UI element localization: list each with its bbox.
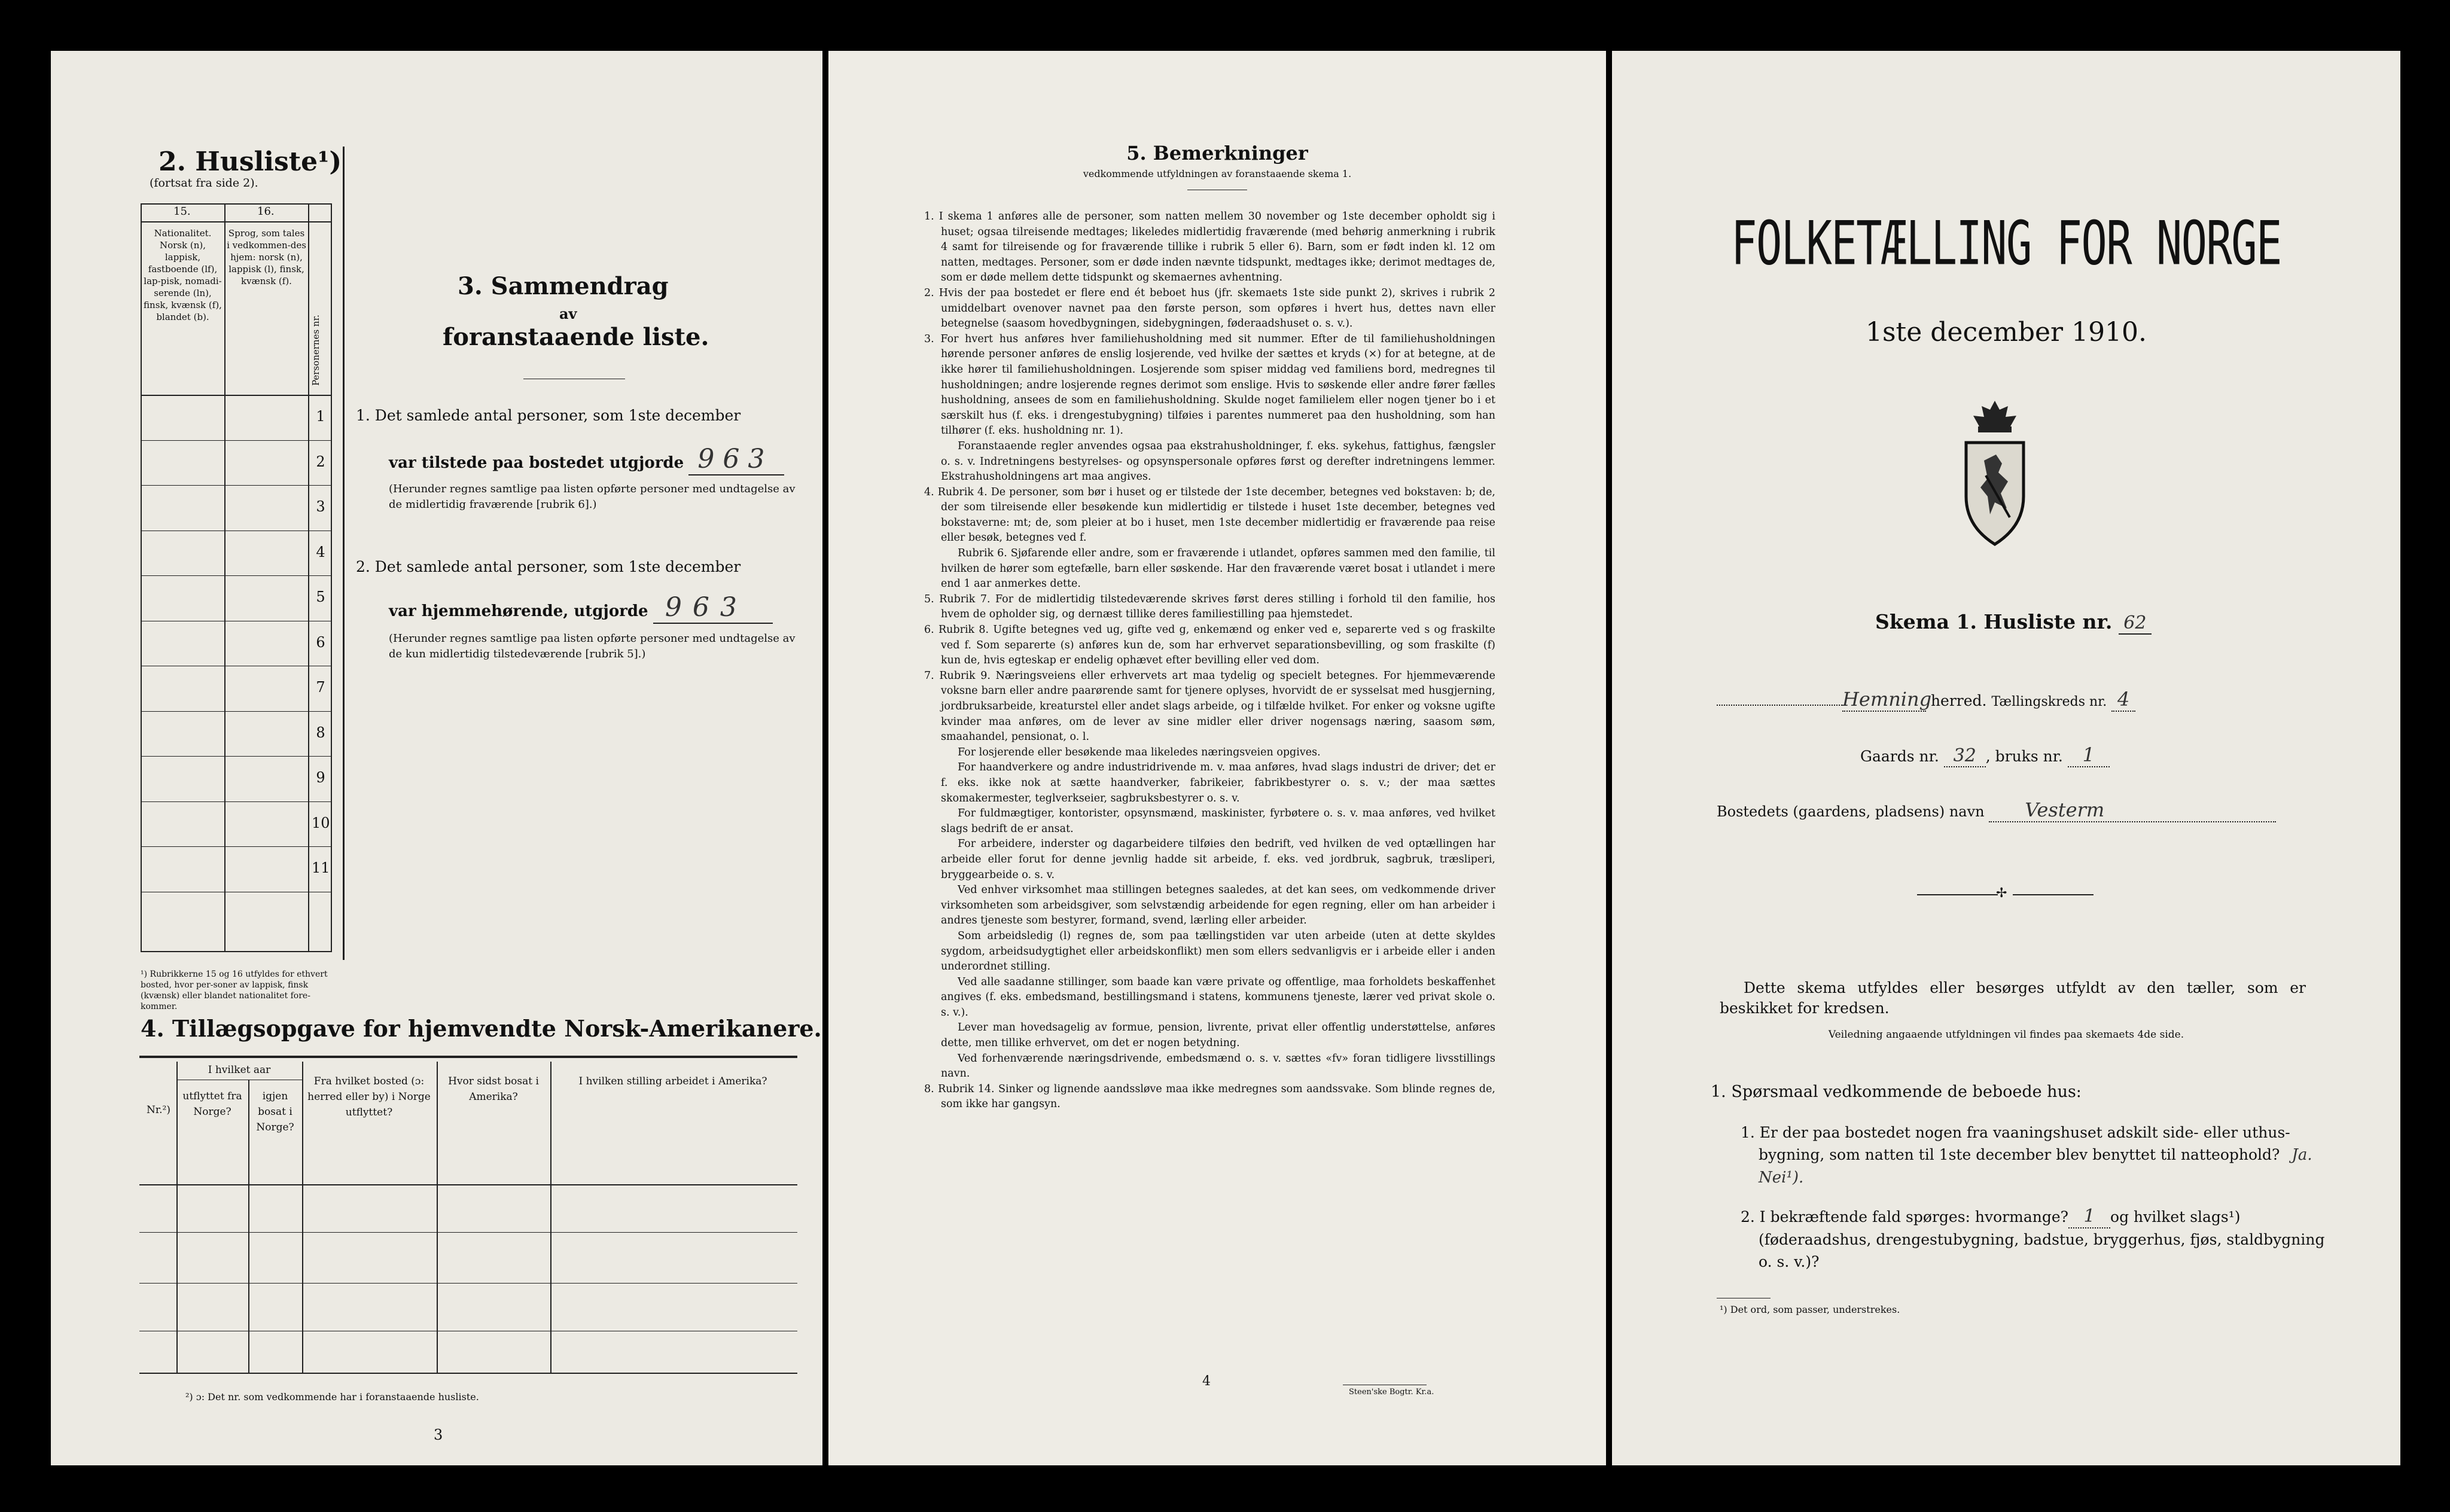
item2-label-wrap bbox=[389, 592, 773, 624]
kreds-label: Tællingskreds nr. bbox=[1991, 694, 2107, 709]
gaards-label: Gaards nr. bbox=[1860, 748, 1939, 765]
remark-paragraph: 6. Rubrik 8. Ugifte betegnes ved ug, gifte ved g, enkemænd og enker ved e, separerte ved s og fraskilte ved f. Som separerte (s) anføres kun de, som har erhvervet separationsbevilling, og som fraskilte (f) kun de, hvis egteskap er endelig ophævet efter bevilling eller ved dom. bbox=[924, 624, 1495, 667]
ornament-icon: ✢ bbox=[1996, 886, 2007, 901]
skema-line bbox=[1875, 610, 2152, 635]
question-heading: 1. Spørsmaal vedkommende de beboede hus: bbox=[1711, 1083, 2082, 1101]
remark-paragraph: Lever man hovedsagelig av formue, pension, livrente, privat eller offentlig understøttelse, anføres dette, men tillike erhvervet, om det er nogen betydning. bbox=[941, 1022, 1495, 1050]
remark-paragraph: 3. For hvert hus anføres hver familiehusholdning med sit nummer. Efter de til familiehusholdningen hørende personer anføres de enslig losjerende, ved hvilke der sættes et kryds (×) for at betegne, at de ikke hører til familiehusholdningen. Losjerende som spiser middag ved familiens bord, medregnes til husholdningen; andre losjerende regnes derimot som enslige. Hvis to søskende eller andre fører fælles husholdning, ansees de som en familiehusholdning. Skulde noget familielem eller nogen tjener bo i et særskilt hus (f. eks. i drengestubygning) tilføies i parentes nummeret paa den husholdning, som han tilhører (f. eks. husholdning nr. 1). bbox=[924, 333, 1495, 437]
tillaeg-col-stilling: I hvilken stilling arbeidet i Amerika? bbox=[578, 1075, 767, 1087]
tillaeg-col-bosat: igjen bosat i Norge? bbox=[256, 1090, 294, 1133]
cover-footnote: ¹) Det ord, som passer, understrekes. bbox=[1720, 1304, 1900, 1315]
bemerkninger-title: 5. Bemerkninger bbox=[1126, 142, 1308, 164]
question-2-count: 1 bbox=[2068, 1205, 2110, 1228]
bemerkninger-body bbox=[924, 209, 1495, 1112]
item1-note: (Herunder regnes samtlige paa listen opførte personer med undtagelse av de midlertidig fraværende [rubrik 6].) bbox=[389, 483, 796, 511]
remark-paragraph: 5. Rubrik 7. For de midlertidig tilstedeværende skrives først deres stilling i forhold til den familie, hos hvem de opholder sig, og dernæst tillike deres familiestilling paa hjemstedet. bbox=[924, 593, 1495, 621]
gaards-value: 32 bbox=[1944, 745, 1986, 767]
huslist-row-number: 9 bbox=[316, 769, 325, 786]
huslist-row-number: 4 bbox=[316, 543, 325, 560]
bosted-label: Bostedets (gaardens, pladsens) navn bbox=[1717, 803, 1985, 820]
page-3 bbox=[51, 51, 822, 1465]
question-2 bbox=[1741, 1205, 2333, 1273]
tillaeg-col-nr: Nr.²) bbox=[147, 1104, 170, 1116]
page-number-3: 3 bbox=[434, 1426, 443, 1443]
remark-paragraph: For losjerende eller besøkende maa likeledes næringsveien opgives. bbox=[958, 746, 1321, 758]
bosted-value: Vesterm bbox=[1989, 798, 2276, 822]
huslist-row-line bbox=[141, 575, 332, 576]
page-4 bbox=[828, 51, 1606, 1465]
remark-paragraph: 2. Hvis der paa bostedet er flere end ét beboet hus (jfr. skemaets 1ste side punkt 2), skrives i rubrik 2 umiddelbart ovenover navnet paa den første person, som opføres i hvert hus, dettes navn eller betegnelse (saasom hovedbygningen, sidebygningen, føderaadshuset o. s. v.). bbox=[924, 286, 1495, 330]
huslist-row-line bbox=[141, 711, 332, 712]
husliste-number: 62 bbox=[2119, 612, 2152, 635]
remark-paragraph: Som arbeidsledig (l) regnes de, som paa tællingstiden var uten arbeide (uten at dette skyldes sygdom, arbeidsudygtighet eller arbeidskonflikt) men som ellers sedvanligvis er i arbeide eller i anden underordnet stilling. bbox=[941, 929, 1495, 973]
tillaeg-col-year: I hvilket aar bbox=[208, 1064, 271, 1076]
huslist-row-number: 5 bbox=[316, 589, 325, 605]
item2-note: (Herunder regnes samtlige paa listen opførte personer med undtagelse av de kun midlertidig tilstedeværende [rubrik 5].) bbox=[389, 632, 796, 660]
remark-paragraph: For haandverkere og andre industridrivende m. v. maa anføres, hvad slags industri de driver; det er f. eks. ikke nok at sætte haandverker, fabrikeier, fabrikbestyrer o. s. v.; der maa sættes skomakermester, teglverkseier, sagbruksbestyrer o. s. v. bbox=[941, 761, 1495, 804]
item1-label: var tilstede paa bostedet utgjorde bbox=[389, 454, 684, 472]
huslist-row-number: 1 bbox=[316, 408, 325, 425]
item1-label-wrap bbox=[389, 444, 784, 475]
coat-of-arms-icon bbox=[1953, 398, 2037, 550]
sammendrag-av: av bbox=[559, 305, 577, 322]
tillaeg-col-bosted: Fra hvilket bosted (ɔ: herred eller by) i Norge utflyttet? bbox=[307, 1075, 431, 1118]
item1-value: 963 bbox=[688, 444, 784, 475]
item2-text: 2. Det samlede antal personer, som 1ste december bbox=[356, 558, 741, 575]
kreds-value: 4 bbox=[2111, 688, 2135, 712]
huslist-row-number: 11 bbox=[312, 859, 330, 876]
gaards-line bbox=[1860, 743, 2110, 767]
huslist-row-number: 8 bbox=[316, 724, 325, 741]
herred-line bbox=[1717, 688, 2339, 712]
col15-header: Nationalitet. Norsk (n), lappisk, fastboende (lf), lap-pisk, nomadi-serende (ln), finsk, kvænsk (f), blandet (b). bbox=[144, 228, 222, 322]
remark-paragraph: 4. Rubrik 4. De personer, som bør i huset og er tilstede der 1ste december, betegnes ved bokstaven: b; de, der som tilreisende eller besøkende kun midlertidig er tilstede i huset 1ste december, betegnes ved bokstaverne: mt; de, som pleier at bo i huset, men 1ste december midlertidig er fraværende paa reise eller besøk, betegnes ved f. bbox=[924, 486, 1495, 544]
question-1 bbox=[1741, 1121, 2333, 1189]
question-1-text: 1. Er der paa bostedet nogen fra vaaningshuset adskilt side- eller uthus-bygning, som natten til 1ste december blev benyttet til natteophold? bbox=[1741, 1124, 2290, 1163]
footnote-nr: ²) ɔ: Det nr. som vedkommende har i foranstaaende husliste. bbox=[185, 1391, 479, 1403]
huslist-row-line bbox=[141, 846, 332, 847]
item2-value: 963 bbox=[653, 592, 773, 624]
remark-paragraph: Ved forhenværende næringsdrivende, embedsmænd o. s. v. sættes «fv» foran tidligere livsstillings navn. bbox=[941, 1052, 1495, 1080]
bosted-line bbox=[1717, 798, 2276, 822]
huslist-heading: 2. Husliste¹) bbox=[159, 147, 342, 177]
remark-paragraph: Ved enhver virksomhet maa stillingen betegnes saaledes, at det kan sees, om vedkommende driver virksomheten som arbeidsgiver, som selvstændig arbeidende for egen regning, eller om han arbeider i andres tjeneste som bestyrer, formand, svend, lærling eller arbeider. bbox=[941, 884, 1495, 927]
skema-label: Skema 1. Husliste nr. bbox=[1875, 610, 2113, 633]
bemerkninger-subtitle: vedkommende utfyldningen av foranstaaende skema 1. bbox=[1083, 168, 1352, 179]
col16-header: Sprog, som tales i vedkommen-des hjem: norsk (n), lappisk (l), finsk, kvænsk (f). bbox=[227, 228, 306, 286]
question-2-mid: og hvilket slags¹) bbox=[2110, 1208, 2241, 1226]
col-person-header: Personernes nr. bbox=[310, 315, 321, 386]
sammendrag-title: 3. Sammendrag bbox=[458, 272, 669, 300]
page-number-4: 4 bbox=[1202, 1374, 1211, 1389]
huslist-row-line bbox=[141, 440, 332, 441]
bruks-label: , bruks nr. bbox=[1985, 748, 2063, 765]
huslist-subheading: (fortsat fra side 2). bbox=[150, 176, 258, 190]
item2-label: var hjemmehørende, utgjorde bbox=[389, 602, 648, 620]
herred-value: Hemning bbox=[1842, 688, 1932, 711]
remark-paragraph: For fuldmægtiger, kontorister, opsynsmænd, maskinister, fyrbøtere o. s. v. maa anføres, ved hvilket slags bedrift de er ansat. bbox=[941, 807, 1495, 835]
col16-number: 16. bbox=[257, 205, 275, 218]
question-1-answer: Ja. Nei¹). bbox=[1759, 1146, 2312, 1187]
remark-paragraph: 7. Rubrik 9. Næringsveiens eller erhvervets art maa tydelig og specielt betegnes. For hjemmeværende voksne barn eller andre paarørende samt for tjenere oplyses, hvorvidt de er sysselsat med husgjerning, jordbruksarbeide, kreaturstel eller andet slags arbeide, og i tilfælde hvilket. For enker og voksne ugifte kvinder maa anføres, om de lever av sine midler eller driver nogensags næring, saasom søm, smaahandel, pensionat, o. l. bbox=[924, 669, 1495, 743]
item1-text: 1. Det samlede antal personer, som 1ste december bbox=[356, 407, 741, 424]
page-1-cover bbox=[1612, 51, 2400, 1465]
question-2-rest: (føderaadshus, drengestubygning, badstue, bryggerhus, fjøs, staldbygning o. s. v.)? bbox=[1759, 1231, 2325, 1270]
remark-paragraph: 1. I skema 1 anføres alle de personer, som natten mellem 30 november og 1ste december opholdt sig i huset; ogsaa tilreisende medtages; likeledes midlertidig fraværende (med behørig anmerkning i rubrik 4 samt for tilreisende og for fraværende tillike i rubrik 5 eller 6). Barn, som er født inden kl. 12 om natten, medtages. Personer, som er døde inden nævnte tidspunkt, medtages ikke; derimot medtages de, som er døde mellem dette tidspunkt og skemaernes avhentning. bbox=[924, 211, 1495, 284]
footnote-rubrik: ¹) Rubrikkerne 15 og 16 utfyldes for ethvert bosted, hvor per-soner av lappisk, finsk (kvænsk) eller blandet nationalitet fore-kommer. bbox=[141, 970, 328, 1011]
huslist-row-number: 3 bbox=[316, 498, 325, 515]
printer-mark: Steen'ske Bogtr. Kr.a. bbox=[1349, 1388, 1434, 1397]
huslist-row-line bbox=[141, 801, 332, 802]
huslist-row-number: 6 bbox=[316, 633, 325, 651]
huslist-row-line bbox=[141, 756, 332, 757]
tillaeg-col-amerika: Hvor sidst bosat i Amerika? bbox=[448, 1075, 539, 1103]
cover-date: 1ste december 1910. bbox=[1865, 317, 2147, 347]
tillaeg-col-utflyttet: utflyttet fra Norge? bbox=[182, 1090, 242, 1118]
sammendrag-subtitle: foranstaaende liste. bbox=[443, 323, 709, 351]
huslist-row-number: 10 bbox=[312, 814, 330, 831]
huslist-row-line bbox=[141, 485, 332, 486]
herred-label: herred. bbox=[1930, 692, 1987, 709]
question-2-prefix: 2. I bekræftende fald spørges: hvormange? bbox=[1741, 1208, 2069, 1226]
bruks-value: 1 bbox=[2068, 743, 2110, 767]
remark-paragraph: For arbeidere, inderster og dagarbeidere tilføies den bedrift, ved hvilken de ved optællingen har arbeide eller forut for denne jevnlig hadde sit arbeide, f. eks. ved jordbruk, sagbruk, træsliperi, bryggearbeide o. s. v. bbox=[941, 838, 1495, 881]
veiledning-text: Veiledning angaaende utfyldningen vil findes paa skemaets 4de side. bbox=[1828, 1029, 2184, 1041]
remark-paragraph: Foranstaaende regler anvendes ogsaa paa ekstrahusholdninger, f. eks. sykehus, fattighus, fængsler o. s. v. Indretningens bestyrelses- og opsynspersonale opføres først og derefter indretningens lemmer. Ekstrahusholdningens art maa angives. bbox=[941, 440, 1495, 483]
tillaeg-title: 4. Tillægsopgave for hjemvendte Norsk-Amerikanere. bbox=[141, 1015, 822, 1042]
huslist-row-number: 2 bbox=[316, 453, 325, 470]
remark-paragraph: Ved alle saadanne stillinger, som baade kan være private og offentlige, maa forholdets beskaffenhet angives (f. eks. embedsmand, bestillingsmand i statens, kommunens tjeneste, lærer ved privat skole o. s. v.). bbox=[941, 976, 1495, 1019]
col15-number: 15. bbox=[173, 205, 191, 218]
remark-paragraph: 8. Rubrik 14. Sinker og lignende aandssløve maa ikke medregnes som aandssvake. Som blinde regnes de, som ikke har gangsyn. bbox=[924, 1083, 1495, 1111]
cover-title: FOLKETÆLLING FOR NORGE bbox=[1731, 208, 2281, 279]
remark-paragraph: Rubrik 6. Sjøfarende eller andre, som er fraværende i utlandet, opføres sammen med den familie, til hvilken de hører som egtefælle, barn eller søskende. Har den fraværende været bosat i utlandet i mere end 1 aar anmerkes dette. bbox=[941, 547, 1495, 590]
huslist-row-number: 7 bbox=[316, 679, 325, 696]
intro-text: Dette skema utfyldes eller besørges utfyldt av den tæller, som er beskikket for kredsen. bbox=[1720, 979, 2306, 1017]
